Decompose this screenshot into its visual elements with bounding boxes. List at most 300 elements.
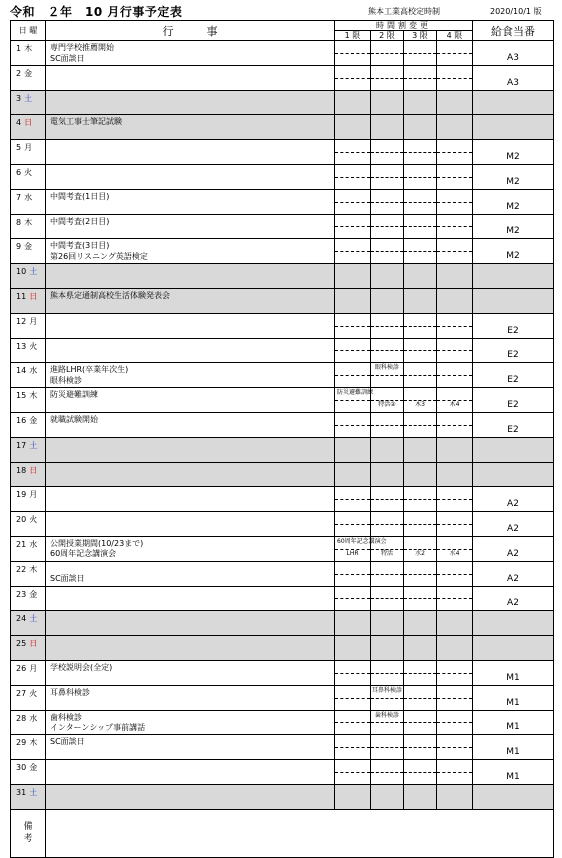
period-3-cell bbox=[404, 140, 437, 165]
period-slot-bottom bbox=[437, 673, 472, 685]
day-number: 18 bbox=[16, 465, 27, 475]
period-label: LHR bbox=[346, 549, 359, 557]
weekday: 金 bbox=[29, 589, 38, 599]
period-4-cell bbox=[437, 214, 473, 239]
period-slot-bottom bbox=[335, 574, 370, 586]
period-slot-bottom bbox=[437, 78, 472, 90]
day-row bbox=[11, 784, 554, 809]
period-slot-bottom bbox=[404, 722, 436, 734]
period-1-cell bbox=[335, 338, 371, 363]
day-events bbox=[46, 338, 335, 363]
lunch-duty bbox=[473, 636, 554, 661]
event-line: 進路LHR(卒業年次生) bbox=[50, 365, 129, 375]
event-line: 60周年記念講演会 bbox=[50, 549, 117, 559]
period-3-cell bbox=[404, 586, 437, 611]
period-label: 歯科検診 bbox=[374, 711, 399, 719]
period-4-cell bbox=[437, 636, 473, 661]
period-3-cell bbox=[404, 735, 437, 760]
period-1-cell bbox=[335, 710, 371, 735]
lunch-duty bbox=[473, 611, 554, 636]
event-line: 電気工事士筆記試験 bbox=[50, 117, 122, 127]
period-1-cell bbox=[335, 164, 371, 189]
day-events bbox=[46, 636, 335, 661]
day-date bbox=[11, 784, 46, 809]
day-events bbox=[46, 65, 335, 90]
period-4-cell bbox=[437, 561, 473, 586]
period-slot-bottom bbox=[371, 251, 403, 263]
period-1-cell bbox=[335, 412, 371, 437]
event-line: インターンシップ事前講話 bbox=[50, 723, 146, 733]
day-number: 17 bbox=[16, 440, 27, 450]
period-slot-bottom bbox=[371, 152, 403, 164]
day-row bbox=[11, 512, 554, 537]
period-4-cell bbox=[437, 660, 473, 685]
period-2-cell bbox=[371, 437, 404, 462]
day-date bbox=[11, 735, 46, 760]
day-date bbox=[11, 164, 46, 189]
lunch-duty: E2 bbox=[473, 388, 554, 413]
period-3-cell bbox=[404, 760, 437, 785]
period-slot-bottom bbox=[437, 251, 472, 263]
period-1-cell bbox=[335, 41, 371, 66]
lunch-duty: A2 bbox=[473, 512, 554, 537]
days-body bbox=[11, 41, 554, 810]
day-date bbox=[11, 189, 46, 214]
day-events bbox=[46, 189, 335, 214]
day-events bbox=[46, 735, 335, 760]
day-row bbox=[11, 214, 554, 239]
period-2-cell bbox=[371, 41, 404, 66]
period-3-cell bbox=[404, 388, 437, 413]
day-number: 31 bbox=[16, 787, 27, 797]
day-row bbox=[11, 338, 554, 363]
period-3-cell bbox=[404, 636, 437, 661]
page-title: 令和 ２年 10 月行事予定表 bbox=[10, 5, 183, 19]
date-column-header: 日 曜 bbox=[11, 21, 46, 41]
day-number: 8 bbox=[16, 217, 22, 227]
period-4-cell bbox=[437, 784, 473, 809]
day-row bbox=[11, 735, 554, 760]
day-date bbox=[11, 462, 46, 487]
weekday: 金 bbox=[29, 415, 38, 425]
day-date bbox=[11, 437, 46, 462]
period-4-cell bbox=[437, 338, 473, 363]
day-date bbox=[11, 140, 46, 165]
period-label: 特活② bbox=[378, 401, 396, 409]
day-number: 30 bbox=[16, 763, 27, 773]
period-4-header: 4 限 bbox=[437, 31, 473, 41]
period-slot-bottom bbox=[404, 598, 436, 610]
day-number: 9 bbox=[16, 242, 22, 252]
weekday: 水 bbox=[29, 539, 38, 549]
period-slot-bottom bbox=[404, 499, 436, 511]
period-1-cell bbox=[335, 189, 371, 214]
day-date bbox=[11, 41, 46, 66]
period-3-cell bbox=[404, 536, 437, 561]
period-2-cell bbox=[371, 636, 404, 661]
remarks-content bbox=[46, 809, 554, 857]
period-2-cell bbox=[371, 462, 404, 487]
day-events bbox=[46, 561, 335, 586]
period-span-label: 60周年記念講演会 bbox=[337, 537, 387, 545]
day-row bbox=[11, 363, 554, 388]
period-label: 木3 bbox=[415, 401, 425, 409]
period-1-cell bbox=[335, 685, 371, 710]
period-slot-bottom bbox=[371, 425, 403, 437]
period-1-cell bbox=[335, 462, 371, 487]
period-slot-bottom bbox=[371, 549, 403, 561]
period-4-cell bbox=[437, 536, 473, 561]
period-slot-bottom bbox=[437, 772, 472, 784]
day-row bbox=[11, 685, 554, 710]
day-row bbox=[11, 388, 554, 413]
period-slot-bottom bbox=[437, 400, 472, 412]
event-line: SC面談日 bbox=[50, 737, 85, 747]
day-number: 24 bbox=[16, 614, 27, 624]
day-number: 14 bbox=[16, 366, 27, 376]
period-slot-bottom bbox=[335, 251, 370, 263]
period-1-cell bbox=[335, 288, 371, 313]
period-span-label: 防災避難訓練 bbox=[337, 389, 374, 397]
day-number: 6 bbox=[16, 167, 22, 177]
event-line: 第26回リスニング英語検定 bbox=[50, 251, 148, 261]
events-column-header: 行 事 bbox=[46, 21, 335, 41]
lunch-duty: M1 bbox=[473, 660, 554, 685]
day-events bbox=[46, 760, 335, 785]
period-1-cell bbox=[335, 363, 371, 388]
day-row bbox=[11, 288, 554, 313]
day-date bbox=[11, 264, 46, 289]
event-line: 眼科検診 bbox=[50, 375, 82, 385]
period-slot-bottom bbox=[335, 598, 370, 610]
period-slot-bottom bbox=[335, 673, 370, 685]
lunch-duty bbox=[473, 264, 554, 289]
period-slot-bottom bbox=[404, 326, 436, 338]
period-label: 耳鼻科検診 bbox=[371, 686, 402, 694]
period-1-cell bbox=[335, 437, 371, 462]
period-slot-bottom bbox=[404, 747, 436, 759]
period-3-cell bbox=[404, 561, 437, 586]
period-slot-bottom bbox=[371, 598, 403, 610]
day-date bbox=[11, 115, 46, 140]
day-row bbox=[11, 65, 554, 90]
lunch-duty: E2 bbox=[473, 412, 554, 437]
period-1-cell bbox=[335, 636, 371, 661]
day-row bbox=[11, 760, 554, 785]
period-slot-bottom bbox=[371, 772, 403, 784]
day-date bbox=[11, 760, 46, 785]
day-row bbox=[11, 462, 554, 487]
period-3-cell bbox=[404, 189, 437, 214]
day-date bbox=[11, 586, 46, 611]
event-line: 歯科検診 bbox=[50, 712, 82, 722]
day-events bbox=[46, 536, 335, 561]
period-4-cell bbox=[437, 189, 473, 214]
period-slot-bottom bbox=[437, 722, 472, 734]
period-2-cell bbox=[371, 536, 404, 561]
day-number: 7 bbox=[16, 192, 22, 202]
weekday: 木 bbox=[24, 217, 33, 227]
period-slot-bottom bbox=[404, 251, 436, 263]
day-row bbox=[11, 189, 554, 214]
period-slot-bottom bbox=[404, 78, 436, 90]
period-3-cell bbox=[404, 611, 437, 636]
day-row bbox=[11, 660, 554, 685]
weekday: 金 bbox=[24, 242, 33, 252]
period-3-cell bbox=[404, 313, 437, 338]
period-slot-bottom bbox=[437, 524, 472, 536]
period-slot-bottom bbox=[371, 400, 403, 412]
period-4-cell bbox=[437, 115, 473, 140]
period-slot-bottom bbox=[437, 574, 472, 586]
period-slot-bottom bbox=[335, 350, 370, 362]
day-date bbox=[11, 288, 46, 313]
weekday: 日 bbox=[29, 465, 38, 475]
period-4-cell bbox=[437, 437, 473, 462]
day-date bbox=[11, 65, 46, 90]
day-number: 16 bbox=[16, 415, 27, 425]
lunch-duty bbox=[473, 437, 554, 462]
day-number: 3 bbox=[16, 93, 22, 103]
day-row bbox=[11, 586, 554, 611]
period-slot-bottom bbox=[335, 698, 370, 710]
day-row bbox=[11, 41, 554, 66]
event-line: 耳鼻科検診 bbox=[50, 687, 90, 697]
lunch-duty: A2 bbox=[473, 487, 554, 512]
weekday: 金 bbox=[24, 68, 33, 78]
day-number: 4 bbox=[16, 118, 22, 128]
period-2-cell bbox=[371, 586, 404, 611]
period-slot-bottom bbox=[335, 524, 370, 536]
period-slot-bottom bbox=[404, 400, 436, 412]
school-name: 熊本工業高校定時制 bbox=[368, 7, 440, 16]
lunch-duty bbox=[473, 115, 554, 140]
day-date bbox=[11, 487, 46, 512]
period-slot-bottom bbox=[335, 425, 370, 437]
period-slot-bottom bbox=[371, 698, 403, 710]
day-date bbox=[11, 512, 46, 537]
weekday: 水 bbox=[29, 366, 38, 376]
period-label: 特活 bbox=[380, 549, 393, 557]
event-line: 中間考査(3日目) bbox=[50, 241, 110, 251]
period-4-cell bbox=[437, 412, 473, 437]
event-line: 就職試験開始 bbox=[50, 414, 98, 424]
day-row bbox=[11, 487, 554, 512]
lunch-duty: A2 bbox=[473, 586, 554, 611]
period-label: 眼科検診 bbox=[374, 364, 399, 372]
period-slot-bottom bbox=[371, 350, 403, 362]
day-row bbox=[11, 90, 554, 115]
period-slot-bottom bbox=[404, 698, 436, 710]
period-4-cell bbox=[437, 462, 473, 487]
weekday: 土 bbox=[29, 787, 38, 797]
event-line: SC面談日 bbox=[50, 574, 85, 584]
day-events bbox=[46, 710, 335, 735]
day-date bbox=[11, 685, 46, 710]
period-3-cell bbox=[404, 264, 437, 289]
day-date bbox=[11, 636, 46, 661]
period-slot-bottom bbox=[437, 425, 472, 437]
weekday: 月 bbox=[29, 490, 38, 500]
period-2-cell bbox=[371, 735, 404, 760]
period-slot-bottom bbox=[404, 53, 436, 65]
period-2-cell bbox=[371, 412, 404, 437]
period-3-cell bbox=[404, 784, 437, 809]
day-events bbox=[46, 140, 335, 165]
period-slot-bottom bbox=[371, 499, 403, 511]
period-2-cell bbox=[371, 784, 404, 809]
weekday: 火 bbox=[24, 167, 33, 177]
period-4-cell bbox=[437, 288, 473, 313]
lunch-duty bbox=[473, 462, 554, 487]
period-slot-bottom bbox=[335, 326, 370, 338]
period-4-cell bbox=[437, 710, 473, 735]
day-date bbox=[11, 90, 46, 115]
period-1-cell bbox=[335, 239, 371, 264]
period-2-cell bbox=[371, 363, 404, 388]
period-2-cell bbox=[371, 65, 404, 90]
day-date bbox=[11, 338, 46, 363]
weekday: 火 bbox=[29, 688, 38, 698]
period-slot-bottom bbox=[404, 202, 436, 214]
day-number: 23 bbox=[16, 589, 27, 599]
day-row bbox=[11, 611, 554, 636]
day-row bbox=[11, 313, 554, 338]
weekday: 月 bbox=[24, 143, 33, 153]
period-slot-bottom bbox=[335, 53, 370, 65]
lunch-duty: A3 bbox=[473, 41, 554, 66]
period-4-cell bbox=[437, 735, 473, 760]
period-4-cell bbox=[437, 685, 473, 710]
version-date: 2020/10/1 版 bbox=[490, 7, 542, 16]
period-slot-bottom bbox=[335, 226, 370, 238]
day-events bbox=[46, 611, 335, 636]
period-2-cell bbox=[371, 561, 404, 586]
period-slot-bottom bbox=[437, 202, 472, 214]
period-2-header: 2 限 bbox=[371, 31, 404, 41]
lunch-duty bbox=[473, 288, 554, 313]
lunch-duty: M2 bbox=[473, 164, 554, 189]
day-events bbox=[46, 214, 335, 239]
lunch-duty: E2 bbox=[473, 338, 554, 363]
period-4-cell bbox=[437, 512, 473, 537]
period-3-cell bbox=[404, 685, 437, 710]
day-events bbox=[46, 487, 335, 512]
day-row bbox=[11, 164, 554, 189]
period-4-cell bbox=[437, 760, 473, 785]
period-slot-bottom bbox=[371, 53, 403, 65]
day-date bbox=[11, 388, 46, 413]
event-line: 公開授業期間(10/23まで) bbox=[50, 538, 144, 548]
period-slot-bottom bbox=[404, 549, 436, 561]
day-number: 10 bbox=[16, 267, 27, 277]
period-slot-bottom bbox=[404, 673, 436, 685]
period-2-cell bbox=[371, 760, 404, 785]
day-number: 21 bbox=[16, 539, 27, 549]
day-date bbox=[11, 611, 46, 636]
period-slot-bottom bbox=[437, 177, 472, 189]
period-slot-bottom bbox=[335, 152, 370, 164]
day-row bbox=[11, 437, 554, 462]
period-2-cell bbox=[371, 115, 404, 140]
period-2-cell bbox=[371, 685, 404, 710]
period-3-cell bbox=[404, 41, 437, 66]
period-1-cell bbox=[335, 90, 371, 115]
period-label: 木4 bbox=[449, 401, 460, 409]
day-number: 1 bbox=[16, 44, 22, 53]
day-events bbox=[46, 264, 335, 289]
day-row bbox=[11, 536, 554, 561]
day-date bbox=[11, 536, 46, 561]
event-line: 中間考査(2日目) bbox=[50, 216, 110, 226]
period-2-cell bbox=[371, 288, 404, 313]
period-4-cell bbox=[437, 41, 473, 66]
period-1-cell bbox=[335, 140, 371, 165]
schedule-table bbox=[10, 20, 554, 858]
period-2-cell bbox=[371, 90, 404, 115]
period-3-cell bbox=[404, 437, 437, 462]
event-line: 学校説明会(全定) bbox=[50, 662, 113, 672]
period-4-cell bbox=[437, 239, 473, 264]
period-3-header: 3 限 bbox=[404, 31, 437, 41]
day-row bbox=[11, 140, 554, 165]
period-slot-bottom bbox=[404, 226, 436, 238]
day-date bbox=[11, 313, 46, 338]
weekday: 木 bbox=[29, 564, 38, 574]
period-3-cell bbox=[404, 660, 437, 685]
period-3-cell bbox=[404, 338, 437, 363]
day-date bbox=[11, 214, 46, 239]
timetable-change-header: 時間割変更 bbox=[335, 21, 473, 31]
period-1-cell bbox=[335, 561, 371, 586]
day-events bbox=[46, 412, 335, 437]
period-4-cell bbox=[437, 140, 473, 165]
event-line: 専門学校推薦開始 bbox=[50, 43, 114, 52]
period-1-cell bbox=[335, 388, 374, 413]
day-date bbox=[11, 660, 46, 685]
day-number: 15 bbox=[16, 391, 27, 401]
day-date bbox=[11, 239, 46, 264]
day-number: 12 bbox=[16, 316, 27, 326]
lunch-duty: E2 bbox=[473, 363, 554, 388]
period-4-cell bbox=[437, 363, 473, 388]
period-1-cell bbox=[335, 487, 371, 512]
lunch-duty: M2 bbox=[473, 140, 554, 165]
day-row bbox=[11, 264, 554, 289]
day-row bbox=[11, 115, 554, 140]
period-3-cell bbox=[404, 412, 437, 437]
day-events bbox=[46, 90, 335, 115]
weekday: 日 bbox=[29, 639, 38, 649]
period-slot-bottom bbox=[437, 549, 472, 561]
period-slot-bottom bbox=[335, 375, 370, 387]
day-row bbox=[11, 412, 554, 437]
lunch-duty: M2 bbox=[473, 189, 554, 214]
period-slot-bottom bbox=[437, 326, 472, 338]
lunch-duty: A3 bbox=[473, 65, 554, 90]
period-label: 水2 bbox=[415, 549, 425, 557]
day-number: 27 bbox=[16, 688, 27, 698]
day-row bbox=[11, 561, 554, 586]
period-4-cell bbox=[437, 388, 473, 413]
day-events bbox=[46, 313, 335, 338]
period-1-cell bbox=[335, 214, 371, 239]
period-slot-bottom bbox=[371, 202, 403, 214]
period-slot-bottom bbox=[437, 698, 472, 710]
weekday: 火 bbox=[29, 341, 38, 351]
weekday: 月 bbox=[29, 316, 38, 326]
period-slot-bottom bbox=[371, 673, 403, 685]
